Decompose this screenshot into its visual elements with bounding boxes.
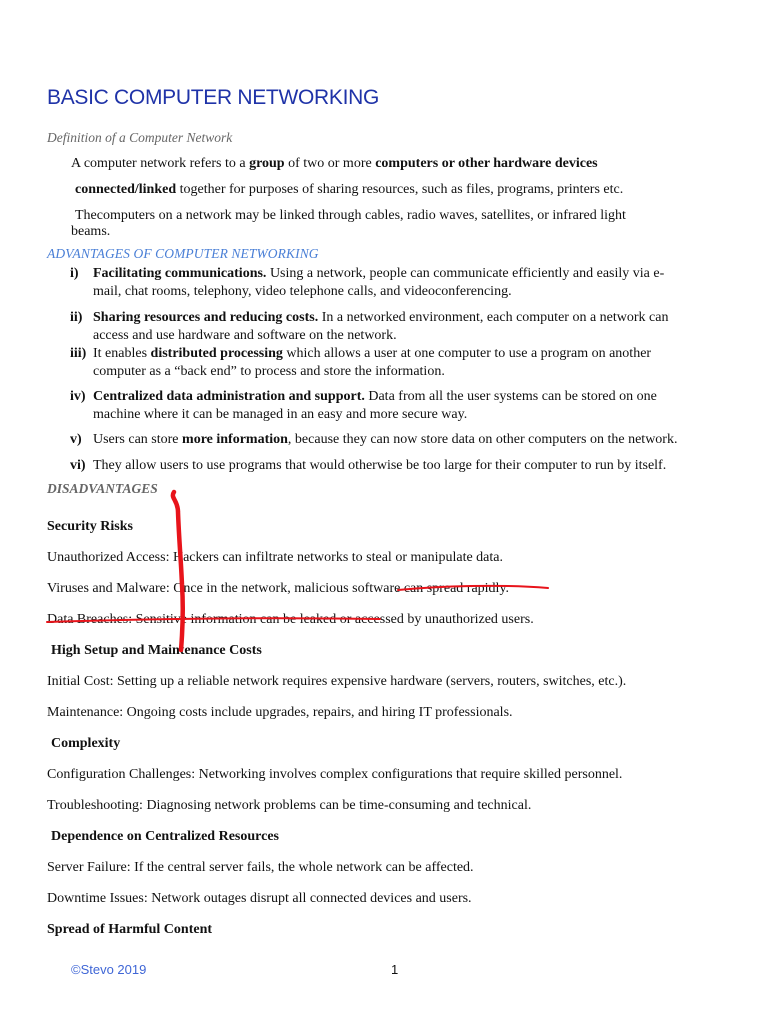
footer-copyright: ©Stevo 2019 [71, 962, 147, 977]
advantage-text: mail, chat rooms, telephony, video telephone calls, and videoconferencing. [93, 284, 512, 299]
definition-line-4: beams. [71, 224, 111, 239]
list-number: v) [70, 432, 82, 447]
definition-bold: connected/linked [75, 182, 177, 197]
disadvantages-heading: DISADVANTAGES [47, 481, 158, 496]
definition-text: A computer network refers to a [71, 156, 250, 171]
server-failure-line: Server Failure: If the central server fails, the whole network can be affected. [47, 860, 474, 875]
security-risks-title: Security Risks [47, 519, 133, 534]
initial-cost-line: Initial Cost: Setting up a reliable network requires expensive hardware (servers, routers, switches, etc.). [47, 674, 627, 689]
advantage-text: Data from all the user systems can be stored on one [364, 389, 657, 404]
unauthorized-access-line: Unauthorized Access: Hackers can infiltrate networks to steal or manipulate data. [47, 550, 503, 565]
definition-line-3: Thecomputers on a network may be linked through cables, radio waves, satellites, or infrared light [75, 208, 626, 223]
definition-bold: computers or other hardware devices [375, 156, 598, 171]
advantage-text: They allow users to use programs that would otherwise be too large for their computer to run by itself. [93, 458, 667, 473]
configuration-line: Configuration Challenges: Networking involves complex configurations that require skilled personnel. [47, 767, 623, 782]
advantage-text: which allows a user at one computer to use a program on another [282, 346, 652, 361]
advantage-bold: Centralized data administration and support. [93, 389, 365, 404]
list-number: vi) [70, 458, 86, 473]
troubleshooting-line: Troubleshooting: Diagnosing network problems can be time-consuming and technical. [47, 798, 532, 813]
definition-text: together for purposes of sharing resources, such as files, programs, printers etc. [176, 182, 624, 197]
page-title: BASIC COMPUTER NETWORKING [47, 86, 380, 109]
spread-title: Spread of Harmful Content [47, 922, 213, 937]
list-number: iv) [70, 389, 86, 404]
advantage-text: It enables [93, 346, 151, 361]
list-number: iii) [70, 346, 87, 361]
list-number: i) [70, 266, 79, 281]
advantages-heading: ADVANTAGES OF COMPUTER NETWORKING [47, 246, 319, 261]
setup-costs-title: High Setup and Maintenance Costs [51, 643, 262, 658]
advantage-text: computer as a “back end” to process and store the information. [93, 364, 445, 379]
advantage-text: Using a network, people can communicate efficiently and easily via e- [266, 266, 665, 281]
advantage-bold: Facilitating communications. [93, 266, 267, 281]
advantage-bold: more information [182, 432, 288, 447]
viruses-line: Viruses and Malware: Once in the network, malicious software can spread rapidly. [47, 581, 510, 596]
definition-bold: group [249, 156, 285, 171]
advantage-bold: distributed processing [150, 346, 283, 361]
definition-line-1 [71, 155, 598, 172]
downtime-line: Downtime Issues: Network outages disrupt all connected devices and users. [47, 891, 472, 906]
advantage-text: , because they can now store data on other computers on the network. [287, 432, 678, 447]
footer-page-number: 1 [391, 962, 399, 977]
advantage-text: machine where it can be managed in an easy and more secure way. [93, 407, 468, 422]
advantage-text: In a networked environment, each computer on a network can [318, 310, 669, 325]
definition-line-2 [75, 181, 623, 198]
definition-text: of two or more [284, 156, 376, 171]
dependence-title: Dependence on Centralized Resources [51, 829, 279, 844]
advantage-text: access and use hardware and software on the network. [93, 328, 397, 343]
advantage-bold: Sharing resources and reducing costs. [93, 310, 319, 325]
maintenance-line: Maintenance: Ongoing costs include upgrades, repairs, and hiring IT professionals. [47, 705, 513, 720]
data-breaches-line: Data Breaches: Sensitive information can be leaked or accessed by unauthorized users. [47, 612, 534, 627]
advantage-text: Users can store [93, 432, 183, 447]
complexity-title: Complexity [51, 736, 121, 751]
definition-heading: Definition of a Computer Network [47, 130, 233, 145]
list-number: ii) [70, 310, 83, 325]
